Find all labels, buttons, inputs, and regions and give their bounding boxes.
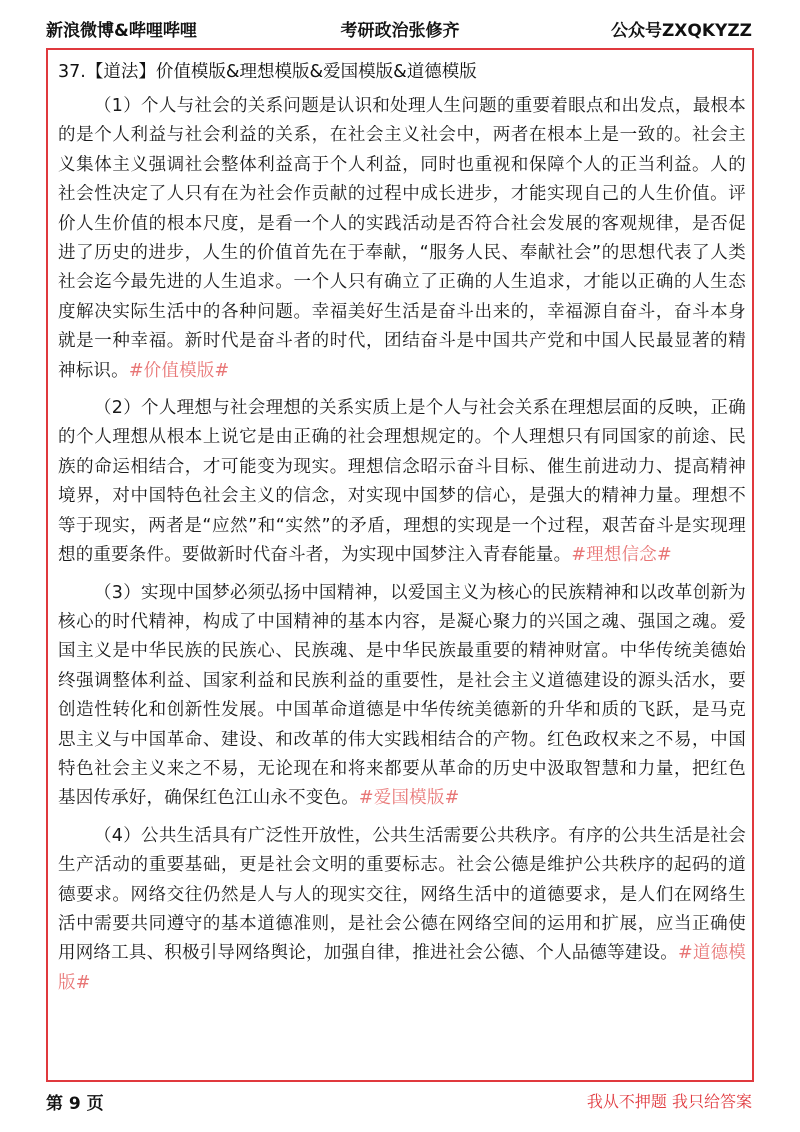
template-tag: #道德模版# [58,943,747,993]
page-header [0,0,800,44]
header-left-text: 新浪微博&哔哩哔哩 [46,21,197,41]
template-tag: #理想信念# [571,545,672,566]
paragraph-text: （2）个人理想与社会理想的关系实质上是个人与社会关系在理想层面的反映，正确的个人理想从根本上说它是由正确的社会理想规定的。个人理想只有同国家的前途、民族的命运相结合，才可能变为现实。理想信念昭示奋斗目标、催生前进动力、提高精神境界，对中国特色社会主义的信念，对实现中国梦的信心，是强大的精神力量。理想不等于现实，两者是“应然”和“实然”的矛盾，理想的实现是一个过程，艰苦奋斗是实现理想的重要条件。要做新时代奋斗者，为实现中国梦注入青春能量。 [58,398,746,566]
template-tag: #爱国模版# [358,788,460,809]
header-right-text: 公众号ZXQKYZZ [610,21,752,41]
header-title: 考研政治张修齐 [340,21,460,41]
paragraph-1 [58,92,746,386]
answer-content [58,58,746,1006]
paragraph-2 [58,394,746,570]
page-footer [0,1086,800,1126]
paragraph-text: （4）公共生活具有广泛性开放性，公共生活需要公共秩序。有序的公共生活是社会生产活动的重要基础，更是社会文明的重要标志。社会公德是维护公共秩序的起码的道德要求。网络交往仍然是人与人的现实交往，网络生活中的道德要求，是人们在网络生活中需要共同遵守的基本道德准则，是社会公德在网络空间的运用和扩展，应当正确使用网络工具、积极引导网络舆论，加强自律，推进社会公德、个人品德等建设。 [58,825,746,964]
footer-slogan: 我从不押题 我只给答案 [586,1092,752,1111]
paragraph-text: （1）个人与社会的关系问题是认识和处理人生问题的重要着眼点和出发点，最根本的是个人利益与社会利益的关系，在社会主义社会中，两者在根本上是一致的。社会主义集体主义强调社会整体利益高于个人利益，同时也重视和保障个人的正当利益。人的社会性决定了人只有在为社会作贡献的过程中成长进步，才能实现自己的人生价值。评价人生价值的根本尺度，是看一个人的实践活动是否符合社会发展的客观规律，是否促进了历史的进步，人生的价值首先在于奉献，“服务人民、奉献社会”的思想代表了人类社会迄今最先进的人生追求。一个人只有确立了正确的人生追求，才能以正确的人生态度解决实际生活中的各种问题。幸福美好生活是奋斗出来的，幸福源自奋斗，奋斗本身就是一种幸福。新时代是奋斗者的时代，团结奋斗是中国共产党和中国人民最显著的精神标识。 [58,96,746,381]
template-tag: #价值模版# [128,360,230,381]
page-number: 第 9 页 [46,1094,104,1114]
paragraph-text: （3）实现中国梦必须弘扬中国精神，以爱国主义为核心的民族精神和以改革创新为核心的时代精神，构成了中国精神的基本内容，是凝心聚力的兴国之魂、强国之魂。爱国主义是中华民族的民族心、民族魂、是中华民族最重要的精神财富。中华传统美德始终强调整体利益、国家利益和民族利益的重要性，是社会主义道德建设的源头活水，要创造性转化和创新性发展。中国革命道德是中华传统美德新的升华和质的飞跃，是马克思主义与中国革命、建设、和改革的伟大实践相结合的产物。红色政权来之不易，中国特色社会主义来之不易，无论现在和将来都要从革命的历史中汲取智慧和力量，把红色基因传承好，确保红色江山永不变色。 [58,582,746,809]
paragraph-3 [58,579,746,814]
paragraph-4 [58,822,746,998]
question-title: 37.【道法】价值模版&理想模版&爱国模版&道德模版 [58,62,477,82]
